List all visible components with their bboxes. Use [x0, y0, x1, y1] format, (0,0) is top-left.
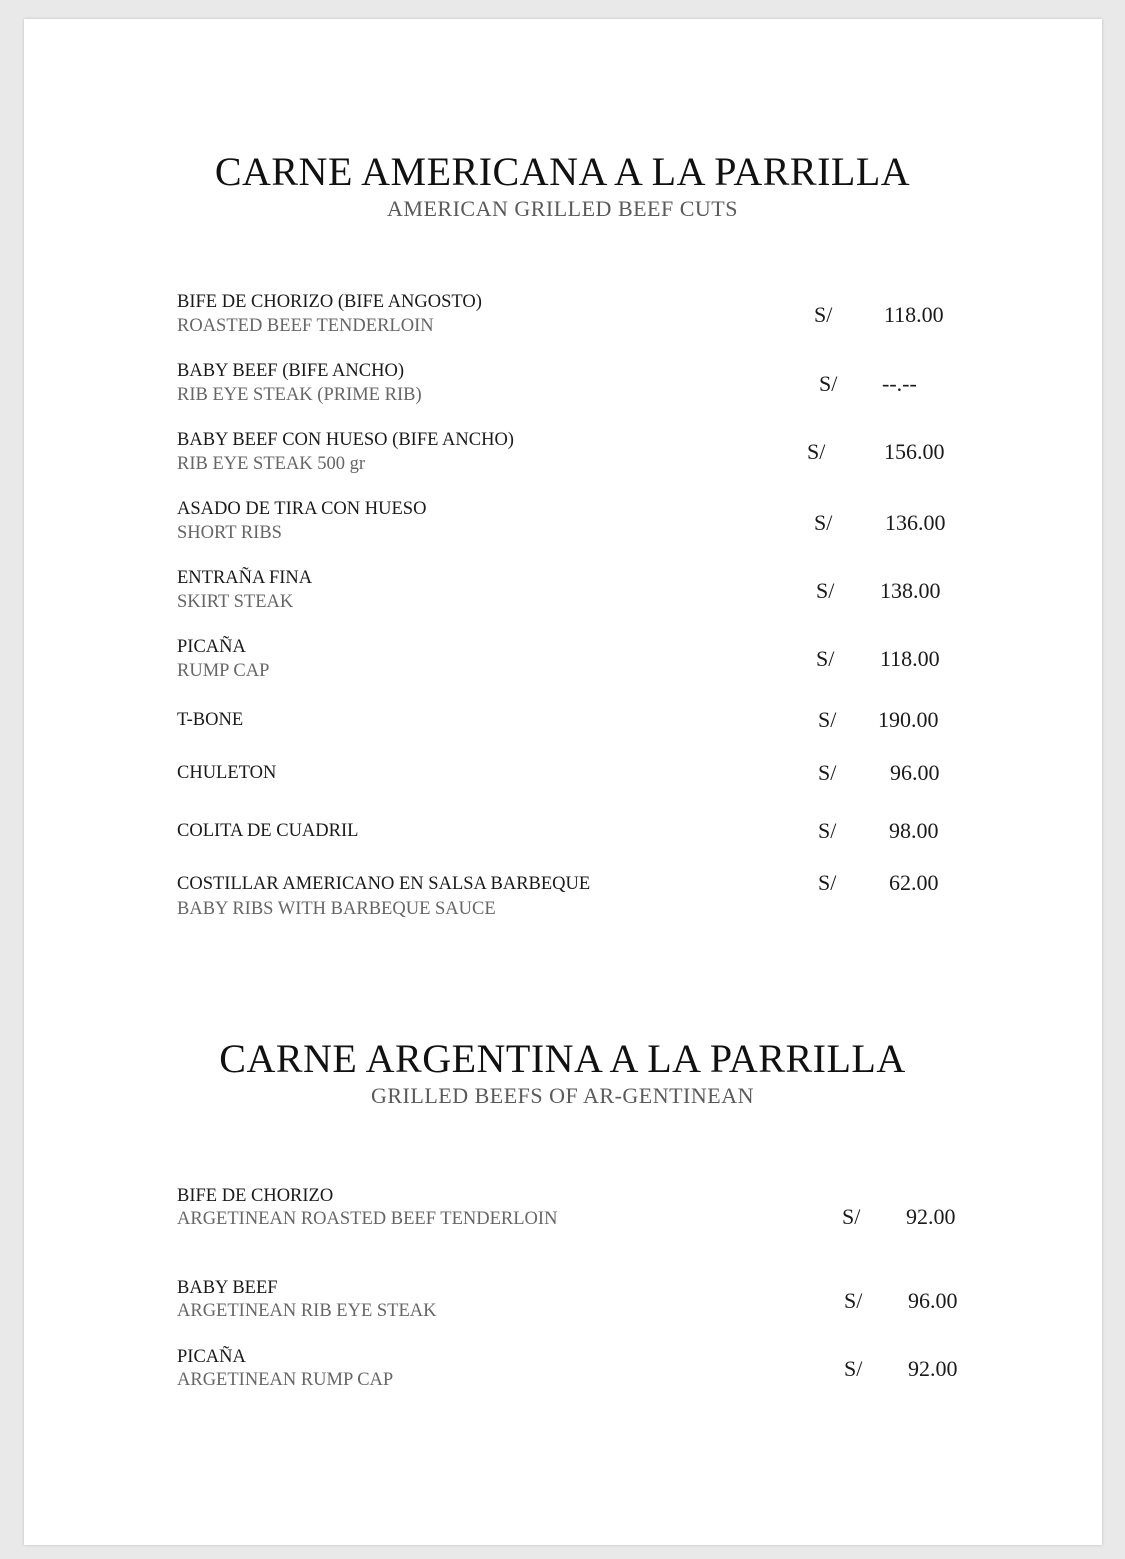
item-currency: S/: [814, 302, 833, 327]
item-price: 62.00: [889, 870, 939, 895]
item-description: BABY RIBS WITH BARBEQUE SAUCE: [177, 899, 496, 919]
item-price: 136.00: [885, 510, 946, 535]
item-price: 156.00: [884, 439, 945, 464]
item-price: 92.00: [908, 1356, 958, 1381]
item-name: ASADO DE TIRA CON HUESO: [177, 499, 427, 519]
item-description: SKIRT STEAK: [177, 592, 294, 612]
item-price: 98.00: [889, 818, 939, 843]
item-description: RUMP CAP: [177, 661, 270, 681]
item-description: ARGETINEAN RIB EYE STEAK: [177, 1301, 437, 1321]
section-subtitle-american: AMERICAN GRILLED BEEF CUTS: [387, 196, 738, 221]
item-price: 190.00: [878, 707, 939, 732]
item-price: --.--: [882, 371, 917, 396]
item-price: 138.00: [880, 578, 941, 603]
item-description: RIB EYE STEAK (PRIME RIB): [177, 385, 422, 405]
item-name: COLITA DE CUADRIL: [177, 821, 359, 841]
item-currency: S/: [818, 707, 837, 732]
item-currency: S/: [819, 371, 838, 396]
item-currency: S/: [842, 1204, 861, 1229]
item-currency: S/: [816, 646, 835, 671]
item-name: BABY BEEF CON HUESO (BIFE ANCHO): [177, 430, 514, 450]
item-currency: S/: [818, 760, 837, 785]
item-name: CHULETON: [177, 763, 277, 783]
item-currency: S/: [844, 1356, 863, 1381]
item-name: PICAÑA: [177, 637, 246, 657]
item-currency: S/: [807, 439, 826, 464]
item-name: ENTRAÑA FINA: [177, 568, 313, 588]
item-name: T-BONE: [177, 710, 244, 730]
item-price: 96.00: [890, 760, 940, 785]
item-description: ROASTED BEEF TENDERLOIN: [177, 316, 434, 336]
item-name: PICAÑA: [177, 1347, 246, 1367]
item-description: ARGETINEAN ROASTED BEEF TENDERLOIN: [177, 1209, 558, 1229]
item-price: 92.00: [906, 1204, 956, 1229]
item-price: 118.00: [880, 646, 940, 671]
item-currency: S/: [818, 818, 837, 843]
section-title-argentine: CARNE ARGENTINA A LA PARRILLA: [219, 1036, 906, 1081]
item-currency: S/: [818, 870, 837, 895]
item-currency: S/: [816, 578, 835, 603]
item-name: COSTILLAR AMERICANO EN SALSA BARBEQUE: [177, 874, 591, 894]
item-description: ARGETINEAN RUMP CAP: [177, 1370, 394, 1390]
section-subtitle-argentine: GRILLED BEEFS OF AR-GENTINEAN: [371, 1083, 754, 1108]
item-description: RIB EYE STEAK 500 gr: [177, 454, 366, 474]
item-description: SHORT RIBS: [177, 523, 282, 543]
item-currency: S/: [844, 1288, 863, 1313]
item-name: BABY BEEF: [177, 1278, 278, 1298]
item-name: BABY BEEF (BIFE ANCHO): [177, 361, 404, 381]
item-price: 118.00: [884, 302, 944, 327]
item-currency: S/: [814, 510, 833, 535]
item-name: BIFE DE CHORIZO: [177, 1186, 334, 1206]
section-title-american: CARNE AMERICANA A LA PARRILLA: [214, 149, 911, 194]
item-price: 96.00: [908, 1288, 958, 1313]
item-name: BIFE DE CHORIZO (BIFE ANGOSTO): [177, 292, 482, 312]
